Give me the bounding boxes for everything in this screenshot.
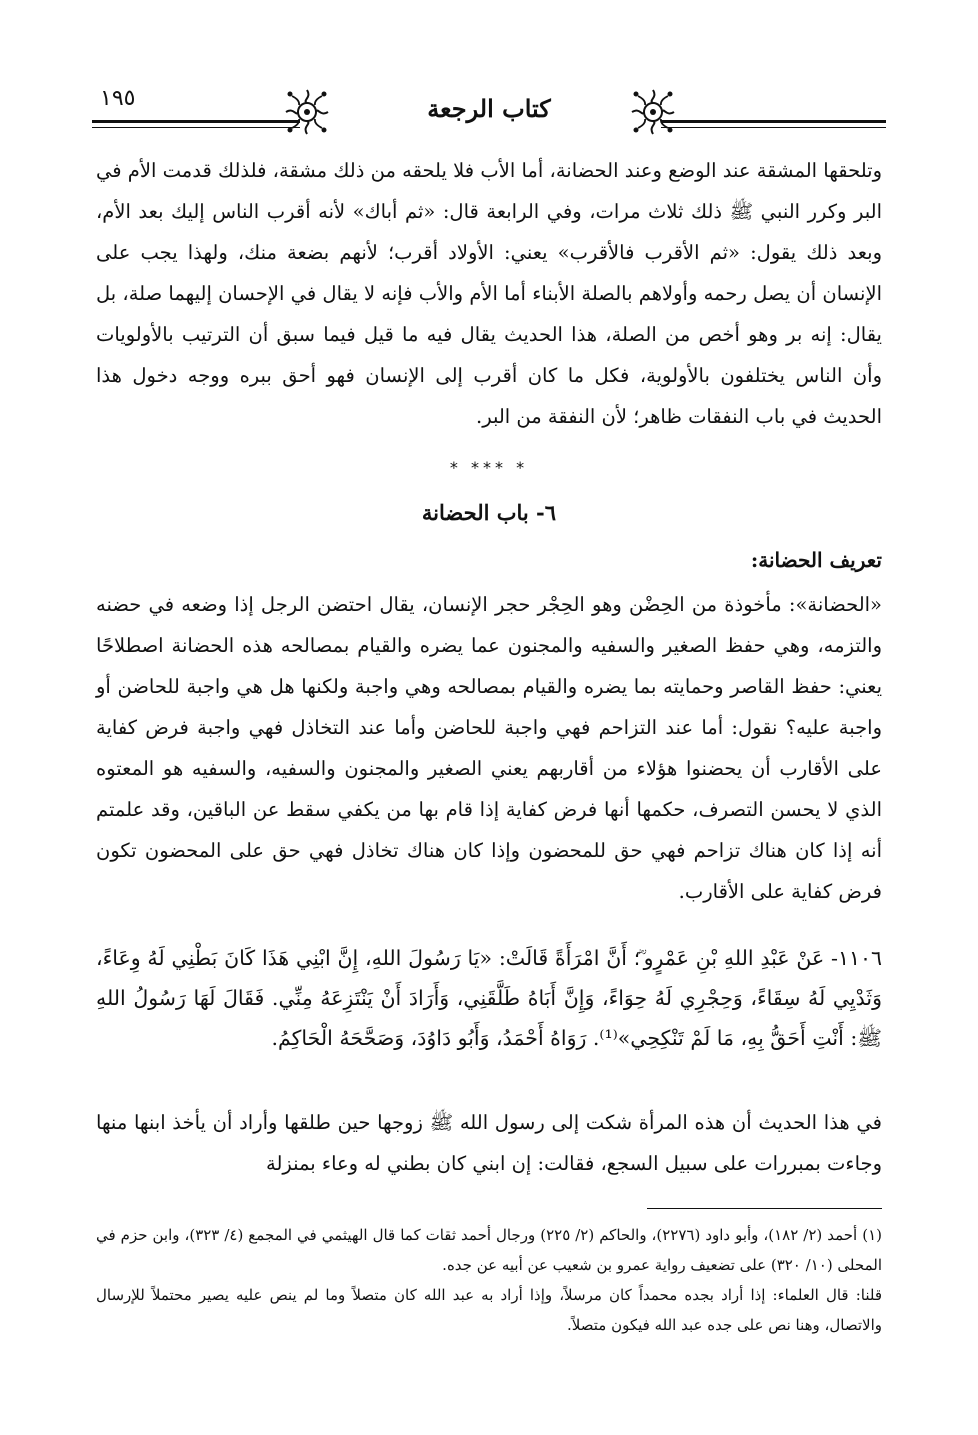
- footnote-1-note: قلنا: قال العلماء: إذا أراد بجده محمداً كان مرسلاً، وإذا أراد به عبد الله كان متصلاً وما لم ينص عليه يصير محتملاً للإرسال والاتصال، وهنا نص على جده عبد الله فيكون متصلاً.: [96, 1286, 882, 1334]
- paragraph-text: وتلحقها المشقة عند الوضع وعند الحضانة، أما الأب فلا يلحقه من ذلك مشقة، فلذلك قدمت الأم في البر وكرر النبي ﷺ ذلك ثلاث مرات، وفي الرابعة قال: «ثم أباك» لأنه أقرب الناس إليك بعد الأم، وبعد ذلك يقول: «ثم الأقرب فالأقرب» يعني: الأولاد أقرب؛ لأنهم بضعة منك، ولهذا يجب على الإنسان أن يصل رحمه وأولاهم بالصلة الأبناء أما الأم والأب فإنه لا يقال في الإحسان إليهما صلة، بل يقال: إنه بر وهو أخص من الصلة، هذا الحديث يقال فيه ما قيل فيما سبق أن الترتيب بالأولويات وأن الناس يختلفون بالأولوية، فكل ما كان أقرب إلى الإنسان فهو أحق ببره ووجه دخول هذا الحديث في باب النفقات ظاهر؛ لأن النفقة من البر.: [96, 159, 882, 428]
- hadith-text: [96, 938, 882, 1058]
- hadith-body: ١١٠٦- عَنْ عَبْدِ اللهِ بْنِ عَمْرٍو ؓ؛ أَنَّ امْرَأَةً قَالَتْ: «يَا رَسُولَ اللهِ، إِنَّ ابْنِي هَذَا كَانَ بَطْنِي لَهُ وِعَاءً، وَثَدْيِي لَهُ سِقَاءً، وَحِجْرِي لَهُ حِوَاءً، وَإِنَّ أَبَاهُ طَلَّقَنِي، وَأَرَادَ أَنْ يَنْتَزِعَهُ مِنِّي. فَقَالَ لَهَا رَسُولُ اللهِ ﷺ: أَنْتِ أَحَقُّ بِهِ، مَا لَمْ تَنْكِحِي»⁽¹⁾. رَوَاهُ أَحْمَدُ، وَأَبُو دَاوُدَ، وَصَحَّحَهُ الْحَاكِمُ.: [96, 946, 882, 1050]
- page-number: ١٩٥: [100, 86, 136, 111]
- section-separator: * *** *: [449, 458, 529, 477]
- footnotes: [96, 1220, 882, 1340]
- paragraph-text: «الحضانة»: مأخوذة من الحِضْن وهو الحِجْر حجر الإنسان، يقال احتضن الرجل إذا وضعه في حضنه والتزمه، وهي حفظ الصغير والسفيه والمجنون عما يضره والقيام بمصالحه هذه الحضانة اصطلاحًا يعني: حفظ القاصر وحمايته بما يضره والقيام بمصالحه وهي واجبة ولكنها هل هي واجبة للحاضن أو واجبة عليه؟ نقول: أما عند التزاحم فهي واجبة للحاضن وأما عند التخاذل فهي واجبة فرض كفاية على الأقارب أن يحضنوا هؤلاء من أقاربهم يعني الصغير والمجنون والسفيه، والسفيه هو المعتوه الذي لا يحسن التصرف، حكمها أنها فرض كفاية إذا قام بها من يكفي سقط عن الباقين، وقد علمتم أنه إذا كان هناك تزاحم فهي حق للمحضون وإذا كان هناك تخاذل فهي حق على المحضون تكون فرض كفاية على الأقارب.: [96, 593, 882, 903]
- footnote-1: (١) أحمد (٢/ ١٨٢)، وأبو داود (٢٢٧٦)، والحاكم (٢/ ٢٢٥) ورجال أحمد ثقات كما قال الهيثمي في المجمع (٤/ ٣٢٣)، وابن حزم في المحلى (١٠/ ٣٢٠) على تضعيف رواية عمرو بن شعيب عن أبيه عن جده.: [96, 1226, 882, 1274]
- chapter-heading: ٦- باب الحضانة: [421, 500, 557, 525]
- definition-heading: تعريف الحضانة:: [750, 548, 882, 572]
- page-header: [92, 80, 886, 140]
- running-title: كتاب الرجعة: [427, 94, 551, 123]
- paragraph-commentary-2: [96, 1102, 882, 1184]
- footnote-rule: [647, 1208, 882, 1209]
- paragraph-commentary-1: [96, 150, 882, 437]
- header-rule-left-thin: [92, 127, 300, 128]
- header-rule-right-thin: [661, 127, 886, 128]
- paragraph-text: في هذا الحديث أن هذه المرأة شكت إلى رسول الله ﷺ زوجها حين طلقها وأراد أن يأخذ ابنها منها وجاءت بمبررات على سبيل السجع، فقالت: إن ابني كان بطني له وعاء بمنزلة: [96, 1111, 882, 1175]
- paragraph-definition: [96, 584, 882, 912]
